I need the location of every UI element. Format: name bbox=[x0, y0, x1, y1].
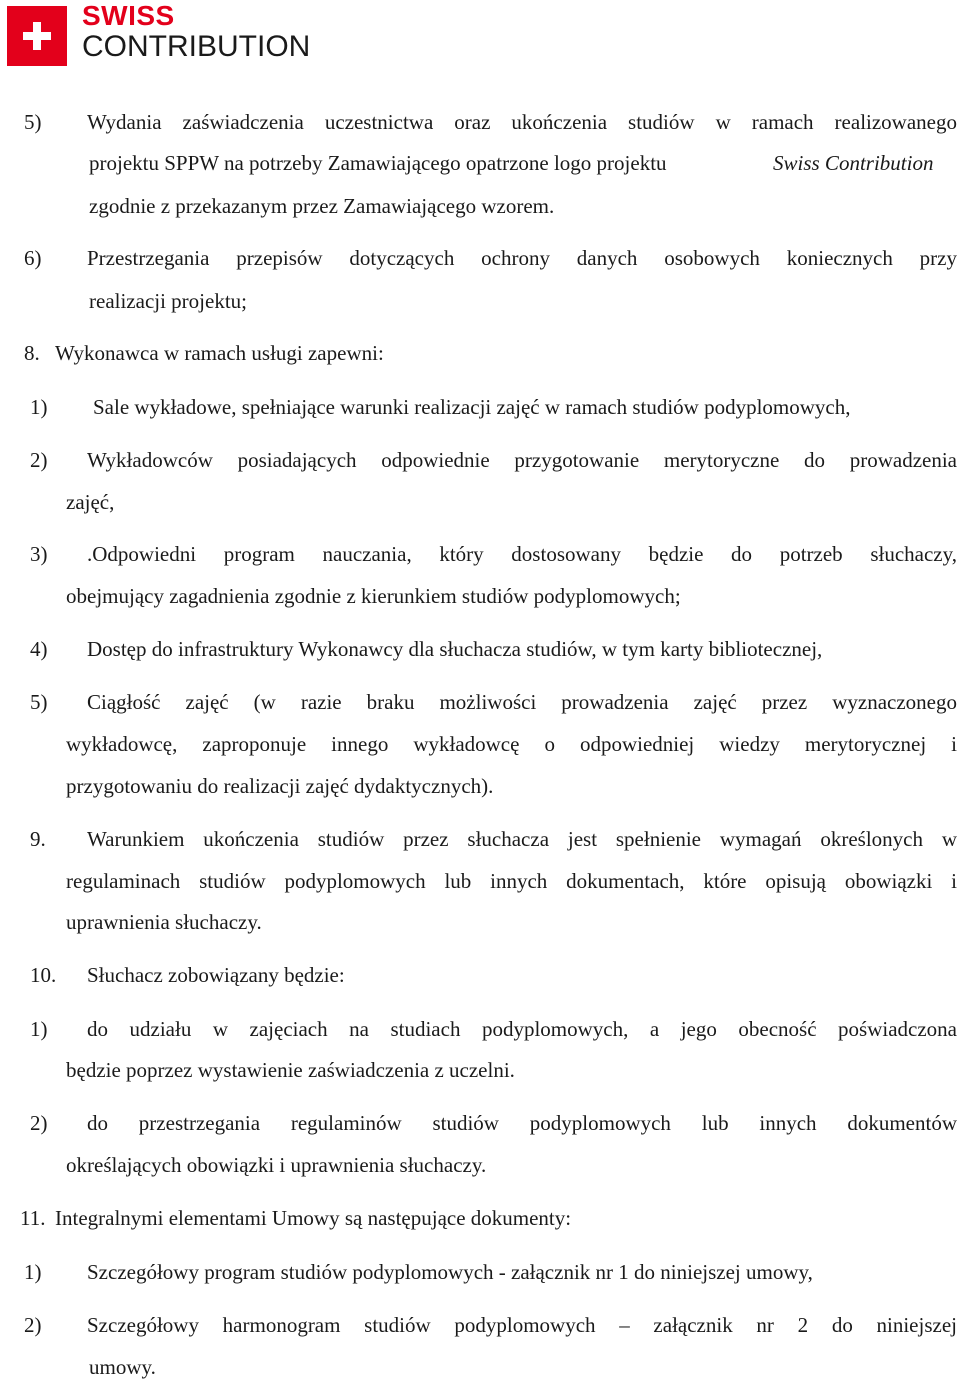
item-number: 5) bbox=[24, 110, 42, 134]
section-heading: Integralnymi elementami Umowy są następujące dokumenty: bbox=[55, 1206, 572, 1230]
item-number: 2) bbox=[30, 1111, 48, 1135]
item-number: 1) bbox=[30, 1017, 48, 1041]
paragraph-line: do udziału w zajęciach na studiach podyplomowych, a jego obecność poświadczona bbox=[87, 1017, 957, 1041]
paragraph-line: Warunkiem ukończenia studiów przez słuchacza jest spełnienie wymagań określonych w bbox=[87, 827, 957, 851]
paragraph-line: określających obowiązki i uprawnienia słuchaczy. bbox=[66, 1153, 487, 1177]
item-number: 5) bbox=[30, 690, 48, 714]
section-number: 8. bbox=[24, 341, 40, 365]
paragraph-line: Ciągłość zajęć (w razie braku możliwości prowadzenia zajęć przez wyznaczonego bbox=[87, 690, 957, 714]
paragraph-line: Szczegółowy program studiów podyplomowych - załącznik nr 1 do niniejszej umowy, bbox=[87, 1260, 813, 1284]
section-number: 11. bbox=[20, 1206, 46, 1230]
paragraph-line: Dostęp do infrastruktury Wykonawcy dla słuchacza studiów, w tym karty bibliotecznej, bbox=[87, 637, 823, 661]
paragraph-line: przygotowaniu do realizacji zajęć dydaktycznych). bbox=[66, 774, 494, 798]
logo-text-contribution: CONTRIBUTION bbox=[82, 30, 311, 63]
section-number: 9. bbox=[30, 827, 46, 851]
section-heading: Słuchacz zobowiązany będzie: bbox=[87, 963, 345, 987]
paragraph-line: .Odpowiedni program nauczania, który dostosowany będzie do potrzeb słuchaczy, bbox=[87, 542, 957, 566]
item-number: 1) bbox=[24, 1260, 42, 1284]
item-number: 3) bbox=[30, 542, 48, 566]
paragraph-line: Sale wykładowe, spełniające warunki realizacji zajęć w ramach studiów podyplomowych, bbox=[93, 395, 851, 419]
paragraph-line: Przestrzegania przepisów dotyczących ochrony danych osobowych koniecznych przy bbox=[87, 246, 957, 270]
paragraph-line: obejmujący zagadnienia zgodnie z kierunkiem studiów podyplomowych; bbox=[66, 584, 681, 608]
item-number: 1) bbox=[30, 395, 48, 419]
item-number: 2) bbox=[24, 1313, 42, 1337]
paragraph-line bbox=[89, 151, 667, 176]
paragraph-line: zajęć, bbox=[66, 490, 115, 514]
paragraph-line: do przestrzegania regulaminów studiów podyplomowych lub innych dokumentów bbox=[87, 1111, 957, 1135]
logo-text-swiss: SWISS bbox=[82, 0, 175, 31]
section-heading: Wykonawca w ramach usługi zapewni: bbox=[55, 341, 384, 365]
paragraph-line: Wydania zaświadczenia uczestnictwa oraz ukończenia studiów w ramach realizowanego bbox=[87, 110, 957, 134]
paragraph-line: Wykładowców posiadających odpowiednie przygotowanie merytoryczne do prowadzenia bbox=[87, 448, 957, 472]
item-number: 6) bbox=[24, 246, 42, 270]
section-number: 10. bbox=[30, 963, 57, 987]
paragraph-line: realizacji projektu; bbox=[89, 289, 248, 313]
paragraph-line: Szczegółowy harmonogram studiów podyplomowych – załącznik nr 2 do niniejszej bbox=[87, 1313, 957, 1337]
paragraph-line: uprawnienia słuchaczy. bbox=[66, 910, 262, 934]
paragraph-line: zgodnie z przekazanym przez Zamawiającego wzorem. bbox=[89, 194, 555, 218]
project-name-italic: Swiss Contribution bbox=[773, 151, 934, 175]
paragraph-line: będzie poprzez wystawienie zaświadczenia z uczelni. bbox=[66, 1058, 515, 1082]
paragraph-line: regulaminach studiów podyplomowych lub innych dokumentach, które opisują obowiązki i bbox=[66, 869, 957, 893]
paragraph-line: umowy. bbox=[89, 1355, 156, 1379]
swiss-cross-icon bbox=[7, 6, 67, 66]
paragraph-text: projektu SPPW na potrzeby Zamawiającego opatrzone logo projektu bbox=[89, 151, 667, 175]
paragraph-line: wykładowcę, zaproponuje innego wykładowcę o odpowiedniej wiedzy merytorycznej i bbox=[66, 732, 957, 756]
item-number: 4) bbox=[30, 637, 48, 661]
item-number: 2) bbox=[30, 448, 48, 472]
